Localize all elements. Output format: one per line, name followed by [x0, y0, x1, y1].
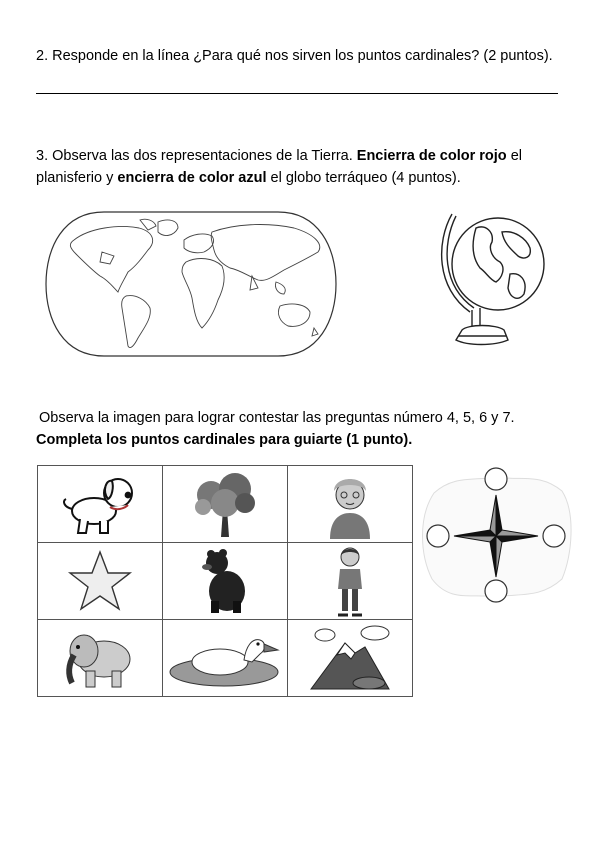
- grid-row: [38, 466, 413, 543]
- grid-cell: [163, 543, 288, 620]
- grid-row: [38, 620, 413, 697]
- question-4-line-2: Completa los puntos cardinales para guiarte (1 punto).: [36, 432, 413, 448]
- grid-cell: [163, 466, 288, 543]
- q3-text: el globo terráqueo (4 puntos).: [266, 170, 461, 186]
- east-blank-circle[interactable]: [543, 525, 565, 547]
- q3-text: planisferio y: [36, 170, 118, 186]
- grid-cell: [38, 466, 163, 543]
- question-3-line-2: [36, 167, 461, 189]
- grid-cell: [38, 543, 163, 620]
- grid-cell: [288, 543, 413, 620]
- grid-cell: [288, 620, 413, 697]
- question-3-line-1: [36, 145, 522, 167]
- question-4-line-1: Observa la imagen para lograr contestar las preguntas número 4, 5, 6 y 7.: [39, 410, 515, 426]
- dog-icon: [58, 471, 142, 537]
- grid-cell: [163, 620, 288, 697]
- q3-text: el: [506, 148, 522, 164]
- compass-rose-icon: [414, 463, 578, 607]
- tree-icon: [189, 469, 261, 539]
- bear-icon: [195, 547, 255, 615]
- answer-line[interactable]: [36, 93, 558, 94]
- duck-icon: [168, 626, 282, 690]
- q3-bold-red: Encierra de color rojo: [356, 148, 507, 164]
- south-blank-circle[interactable]: [485, 580, 507, 602]
- boy-icon: [330, 545, 370, 617]
- star-icon: [67, 548, 133, 614]
- q3-bold-blue: encierra de color azul: [117, 170, 267, 186]
- world-map-icon: [44, 210, 338, 358]
- image-grid: [37, 465, 413, 697]
- grid-cell: [288, 466, 413, 543]
- question-2-text: 2. Responde en la línea ¿Para qué nos sirven los puntos cardinales? (2 puntos).: [36, 48, 553, 64]
- grid-row: [38, 543, 413, 620]
- elephant-icon: [62, 625, 138, 691]
- mountain-icon: [305, 623, 395, 693]
- grandmother-icon: [320, 469, 380, 539]
- q3-text: 3. Observa las dos representaciones de la Tierra.: [36, 148, 357, 164]
- grid-cell: [38, 620, 163, 697]
- globe-icon: [432, 202, 550, 350]
- west-blank-circle[interactable]: [427, 525, 449, 547]
- north-blank-circle[interactable]: [485, 468, 507, 490]
